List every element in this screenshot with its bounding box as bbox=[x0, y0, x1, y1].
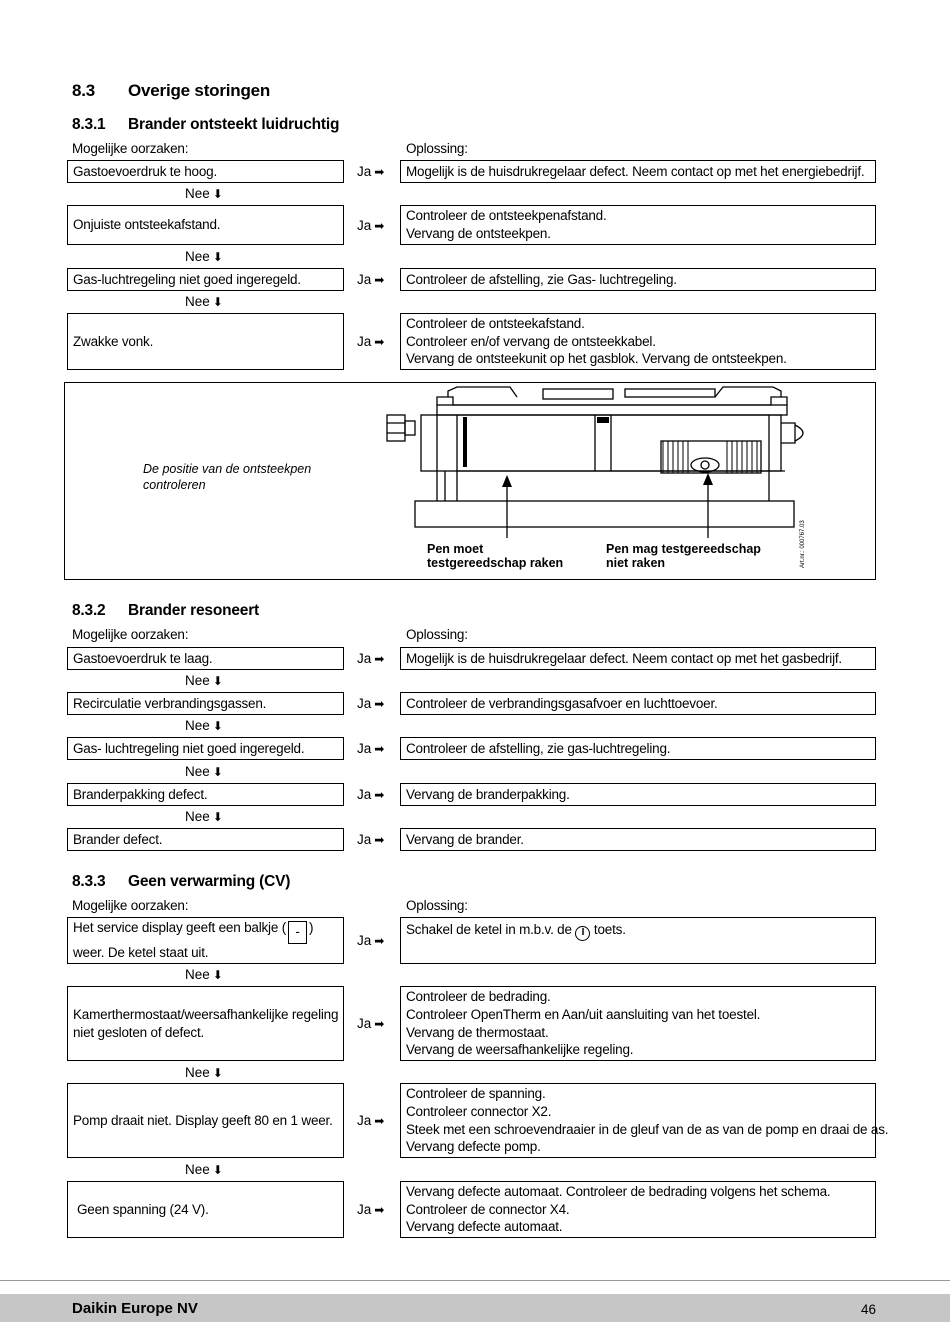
cause-text-part: Het service display geeft een balkje ( bbox=[73, 920, 287, 936]
cause-text: Brander defect. bbox=[73, 831, 163, 847]
arrow-down-icon: ⬇ bbox=[212, 810, 223, 824]
solution-box bbox=[400, 268, 876, 291]
cause-text-part: ) bbox=[309, 920, 314, 936]
solution-box bbox=[400, 692, 876, 715]
yes-label: Ja bbox=[357, 787, 372, 802]
cause-text: Geen spanning (24 V). bbox=[77, 1201, 209, 1217]
label-pin-must-not-touch bbox=[606, 542, 761, 570]
no-label: Nee bbox=[185, 186, 210, 201]
causes-label: Mogelijke oorzaken: bbox=[72, 898, 189, 913]
solution-text: Vervang de ontsteekunit op het gasblok. Vervang de ontsteekpen. bbox=[406, 351, 787, 367]
cause-box bbox=[67, 783, 344, 806]
solution-box bbox=[400, 783, 876, 806]
arrow-down-icon: ⬇ bbox=[212, 1163, 223, 1177]
solution-text: Mogelijk is de huisdrukregelaar defect. Neem contact op met het energiebedrijf. bbox=[406, 163, 865, 179]
section-heading-8-3-1 bbox=[72, 116, 472, 136]
solution-box bbox=[400, 313, 876, 370]
no-label: Nee bbox=[185, 294, 210, 309]
yes-label: Ja bbox=[357, 218, 372, 233]
solution-box bbox=[400, 737, 876, 760]
cause-text: niet gesloten of defect. bbox=[73, 1024, 205, 1040]
solution-box bbox=[400, 1083, 889, 1158]
cause-text: Pomp draait niet. Display geeft 80 en 1 weer. bbox=[73, 1112, 333, 1128]
section-heading-8-3-3 bbox=[72, 873, 472, 893]
solution-text: Controleer en/of vervang de ontsteekkabel. bbox=[406, 333, 656, 349]
footer-company: Daikin Europe NV bbox=[72, 1300, 198, 1317]
solution-box bbox=[400, 986, 876, 1061]
yes-arrow bbox=[357, 1016, 384, 1031]
solution-box bbox=[400, 1181, 876, 1238]
solution-text bbox=[406, 921, 875, 941]
arrow-right-icon: ➡ bbox=[374, 697, 385, 711]
cause-text: weer. De ketel staat uit. bbox=[73, 945, 209, 961]
solution-label: Oplossing: bbox=[406, 627, 468, 642]
arrow-right-icon: ➡ bbox=[374, 833, 385, 847]
no-arrow bbox=[185, 764, 223, 779]
solution-text-part: toets. bbox=[593, 922, 626, 937]
no-label: Nee bbox=[185, 967, 210, 982]
yes-arrow bbox=[357, 832, 384, 847]
arrow-down-icon: ⬇ bbox=[212, 674, 223, 688]
yes-label: Ja bbox=[357, 696, 372, 711]
yes-label: Ja bbox=[357, 272, 372, 287]
yes-arrow bbox=[357, 334, 384, 349]
cause-box bbox=[67, 1083, 344, 1158]
solution-box bbox=[400, 917, 876, 964]
cause-box bbox=[67, 737, 344, 760]
yes-arrow bbox=[357, 1113, 384, 1128]
cause-box bbox=[67, 1181, 344, 1238]
arrow-right-icon: ➡ bbox=[374, 335, 385, 349]
cause-text: Kamerthermostaat/weersafhankelijke regeling bbox=[73, 1006, 339, 1022]
solution-text: Vervang de thermostaat. bbox=[406, 1024, 549, 1040]
arrow-down-icon: ⬇ bbox=[212, 1066, 223, 1080]
solution-text: Controleer de spanning. bbox=[406, 1086, 546, 1102]
section-heading-8-3-2 bbox=[72, 602, 472, 622]
section-number: 8.3 bbox=[72, 81, 96, 100]
no-label: Nee bbox=[185, 1065, 210, 1080]
footer-divider bbox=[0, 1280, 950, 1281]
yes-arrow bbox=[357, 272, 384, 287]
causes-label: Mogelijke oorzaken: bbox=[72, 141, 189, 156]
solution-text: Controleer connector X2. bbox=[406, 1103, 552, 1119]
yes-arrow bbox=[357, 787, 384, 802]
cause-text: Gastoevoerdruk te laag. bbox=[73, 650, 213, 666]
power-button-icon: I bbox=[575, 926, 590, 941]
no-arrow bbox=[185, 809, 223, 824]
cause-text: Zwakke vonk. bbox=[73, 333, 154, 349]
section-title: Brander resoneert bbox=[128, 602, 259, 619]
cause-text: Recirculatie verbrandingsgassen. bbox=[73, 695, 267, 711]
yes-arrow bbox=[357, 1202, 384, 1217]
cause-box bbox=[67, 647, 344, 670]
no-arrow bbox=[185, 673, 223, 688]
section-title: Overige storingen bbox=[128, 81, 271, 100]
yes-arrow bbox=[357, 933, 384, 948]
section-heading-8-3 bbox=[72, 81, 472, 103]
solution-text: Controleer de verbrandingsgasafvoer en luchttoevoer. bbox=[406, 695, 718, 711]
solution-text: Controleer de connector X4. bbox=[406, 1201, 570, 1217]
label-line: niet raken bbox=[606, 556, 666, 570]
solution-label: Oplossing: bbox=[406, 141, 468, 156]
no-label: Nee bbox=[185, 249, 210, 264]
arrow-right-icon: ➡ bbox=[374, 219, 385, 233]
yes-arrow bbox=[357, 651, 384, 666]
cause-text: Onjuiste ontsteekafstand. bbox=[73, 217, 221, 233]
section-number: 8.3.1 bbox=[72, 116, 106, 133]
page-number: 46 bbox=[861, 1302, 877, 1317]
section-title: Geen verwarming (CV) bbox=[128, 873, 291, 890]
yes-label: Ja bbox=[357, 933, 372, 948]
no-arrow bbox=[185, 1065, 223, 1080]
section-number: 8.3.2 bbox=[72, 602, 106, 619]
solution-box bbox=[400, 647, 876, 670]
cause-box bbox=[67, 313, 344, 370]
cause-text: Gas-luchtregeling niet goed ingeregeld. bbox=[73, 271, 301, 287]
yes-label: Ja bbox=[357, 164, 372, 179]
arrow-down-icon: ⬇ bbox=[212, 719, 223, 733]
yes-label: Ja bbox=[357, 651, 372, 666]
cause-box bbox=[67, 205, 344, 245]
solution-text: Steek met een schroevendraaier in de gleuf van de as van de pomp en draai de as. bbox=[406, 1121, 889, 1137]
arrow-right-icon: ➡ bbox=[374, 1017, 385, 1031]
solution-text-part: Schakel de ketel in m.b.v. de bbox=[406, 922, 572, 937]
label-pin-must-touch bbox=[427, 542, 563, 570]
solution-label: Oplossing: bbox=[406, 898, 468, 913]
cause-text bbox=[73, 919, 343, 944]
solution-text: Vervang de brander. bbox=[406, 831, 524, 847]
arrow-down-icon: ⬇ bbox=[212, 187, 223, 201]
arrow-down-icon: ⬇ bbox=[212, 968, 223, 982]
label-line: Pen mag testgereedschap bbox=[606, 542, 761, 556]
arrow-right-icon: ➡ bbox=[374, 934, 385, 948]
label-line: Pen moet bbox=[427, 542, 484, 556]
no-arrow bbox=[185, 1162, 223, 1177]
arrow-right-icon: ➡ bbox=[374, 273, 385, 287]
figure-caption-line: controleren bbox=[143, 478, 206, 492]
yes-label: Ja bbox=[357, 741, 372, 756]
yes-arrow bbox=[357, 696, 384, 711]
arrow-down-icon: ⬇ bbox=[212, 765, 223, 779]
cause-box bbox=[67, 160, 344, 183]
solution-text: Vervang de branderpakking. bbox=[406, 786, 570, 802]
solution-text: Vervang defecte automaat. bbox=[406, 1219, 563, 1235]
arrow-right-icon: ➡ bbox=[374, 1114, 385, 1128]
arrow-down-icon: ⬇ bbox=[212, 250, 223, 264]
no-arrow bbox=[185, 718, 223, 733]
solution-text: Vervang de weersafhankelijke regeling. bbox=[406, 1042, 634, 1058]
no-arrow bbox=[185, 294, 223, 309]
solution-box bbox=[400, 160, 876, 183]
solution-text: Vervang defecte pomp. bbox=[406, 1139, 541, 1155]
yes-label: Ja bbox=[357, 1016, 372, 1031]
no-label: Nee bbox=[185, 1162, 210, 1177]
arrow-up-icon bbox=[502, 475, 512, 487]
cause-box bbox=[67, 917, 344, 964]
ignition-pin-figure bbox=[64, 382, 876, 580]
cause-box bbox=[67, 692, 344, 715]
cause-text: Branderpakking defect. bbox=[73, 786, 208, 802]
yes-arrow bbox=[357, 218, 384, 233]
no-arrow bbox=[185, 186, 223, 201]
yes-label: Ja bbox=[357, 1202, 372, 1217]
no-label: Nee bbox=[185, 764, 210, 779]
figure-caption-line: De positie van de ontsteekpen bbox=[143, 462, 312, 476]
no-label: Nee bbox=[185, 718, 210, 733]
solution-box bbox=[400, 205, 876, 245]
label-line: testgereedschap raken bbox=[427, 556, 564, 570]
yes-arrow bbox=[357, 164, 384, 179]
solution-text: Controleer de bedrading. bbox=[406, 989, 551, 1005]
no-label: Nee bbox=[185, 809, 210, 824]
solution-text: Controleer de ontsteekpenafstand. bbox=[406, 208, 607, 224]
dash-key-icon: - bbox=[288, 921, 307, 944]
yes-label: Ja bbox=[357, 1113, 372, 1128]
solution-text: Mogelijk is de huisdrukregelaar defect. Neem contact op met het gasbedrijf. bbox=[406, 650, 842, 666]
solution-text: Controleer de afstelling, zie gas-luchtregeling. bbox=[406, 740, 671, 756]
solution-text: Vervang defecte automaat. Controleer de bedrading volgens het schema. bbox=[406, 1184, 831, 1200]
arrow-right-icon: ➡ bbox=[374, 165, 385, 179]
yes-label: Ja bbox=[357, 832, 372, 847]
yes-arrow bbox=[357, 741, 384, 756]
no-arrow bbox=[185, 967, 223, 982]
solution-text: Controleer de afstelling, zie Gas- luchtregeling. bbox=[406, 271, 677, 287]
arrow-right-icon: ➡ bbox=[374, 1203, 385, 1217]
arrow-up-icon bbox=[703, 473, 713, 485]
cause-text: Gas- luchtregeling niet goed ingeregeld. bbox=[73, 740, 305, 756]
section-title: Brander ontsteekt luidruchtig bbox=[128, 116, 340, 133]
cause-text: Gastoevoerdruk te hoog. bbox=[73, 163, 217, 179]
cause-box bbox=[67, 268, 344, 291]
arrow-right-icon: ➡ bbox=[374, 652, 385, 666]
no-label: Nee bbox=[185, 673, 210, 688]
causes-label: Mogelijke oorzaken: bbox=[72, 627, 189, 642]
solution-box bbox=[400, 828, 876, 851]
test-tool-plate bbox=[415, 501, 794, 527]
cause-box bbox=[67, 986, 344, 1061]
solution-text: Vervang de ontsteekpen. bbox=[406, 226, 551, 241]
arrow-right-icon: ➡ bbox=[374, 742, 385, 756]
section-number: 8.3.3 bbox=[72, 873, 106, 890]
arrow-right-icon: ➡ bbox=[374, 788, 385, 802]
yes-label: Ja bbox=[357, 334, 372, 349]
cause-box bbox=[67, 828, 344, 851]
solution-text: Controleer de ontsteekafstand. bbox=[406, 316, 585, 332]
no-arrow bbox=[185, 249, 223, 264]
arrow-down-icon: ⬇ bbox=[212, 295, 223, 309]
article-number: Art.nr.: 000767.03 bbox=[800, 520, 806, 568]
solution-text: Controleer OpenTherm en Aan/uit aansluiting van het toestel. bbox=[406, 1006, 761, 1022]
